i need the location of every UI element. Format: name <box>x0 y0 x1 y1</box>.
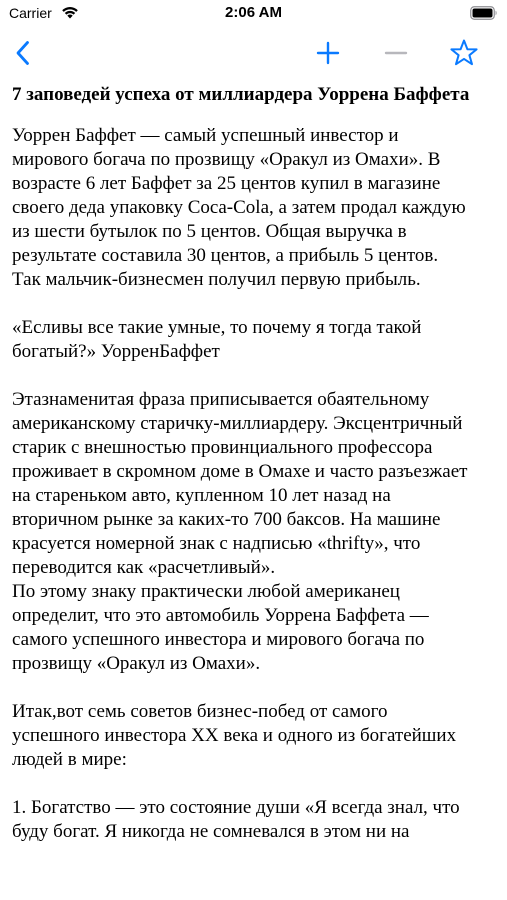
battery-icon <box>470 6 498 20</box>
star-icon <box>449 38 479 68</box>
back-button[interactable] <box>4 34 42 72</box>
article-title: 7 заповедей успеха от миллиардера Уоррена Баффета <box>12 84 470 105</box>
status-bar <box>0 0 507 28</box>
chevron-left-icon <box>15 40 31 66</box>
zoom-in-button[interactable] <box>309 34 347 72</box>
article-content <box>12 82 500 844</box>
carrier-label: Carrier <box>9 5 52 21</box>
status-time: 2:06 AM <box>225 4 282 21</box>
minus-icon <box>384 41 408 65</box>
favorite-button[interactable] <box>445 34 483 72</box>
plus-icon <box>316 41 340 65</box>
navigation-bar <box>0 28 507 78</box>
zoom-out-button[interactable] <box>377 34 415 72</box>
article-body: Уоррен Баффет — самый успешный инвестор и мирового богача по прозвищу «Оракул из Омахи». В возрасте 6 лет Баффет за 25 центов купил в магазине своего деда упаковку Coca-Cola, а затем продал каждую из шести бутылок по 5 центов. Общая выручка в результате составила 30 центов, а прибыль 5 центов. Так мальчик-бизнесмен получил первую прибыль. «Есливы все такие умные, то почему я тогда такой богатый?» УорренБаффет Этазнаменитая фраза приписывается обаятельному американскому старичку-миллиардеру. Эксцентричный старик с внешностью провинциального профессора проживает в скромном доме в Омахе и часто разъезжает на стареньком авто, купленном 10 лет назад на вторичном рынке за каких-то 700 баксов. На машине красуется номерной знак с надписью «thrifty», что переводится как «расчетливый». По этому знаку практически любой американец определит, что это автомобиль Уоррена Баффета — самого успешного инвестора и мирового богача по прозвищу «Оракул из Омахи». Итак,вот семь советов бизнес-побед от самого успешного инвестора XX века и одного из богатейших людей в мире: 1. Богатство — это состояние души «Я всегда знал, что буду богат. Я никогда не сомневался в этом ни на <box>12 125 468 842</box>
